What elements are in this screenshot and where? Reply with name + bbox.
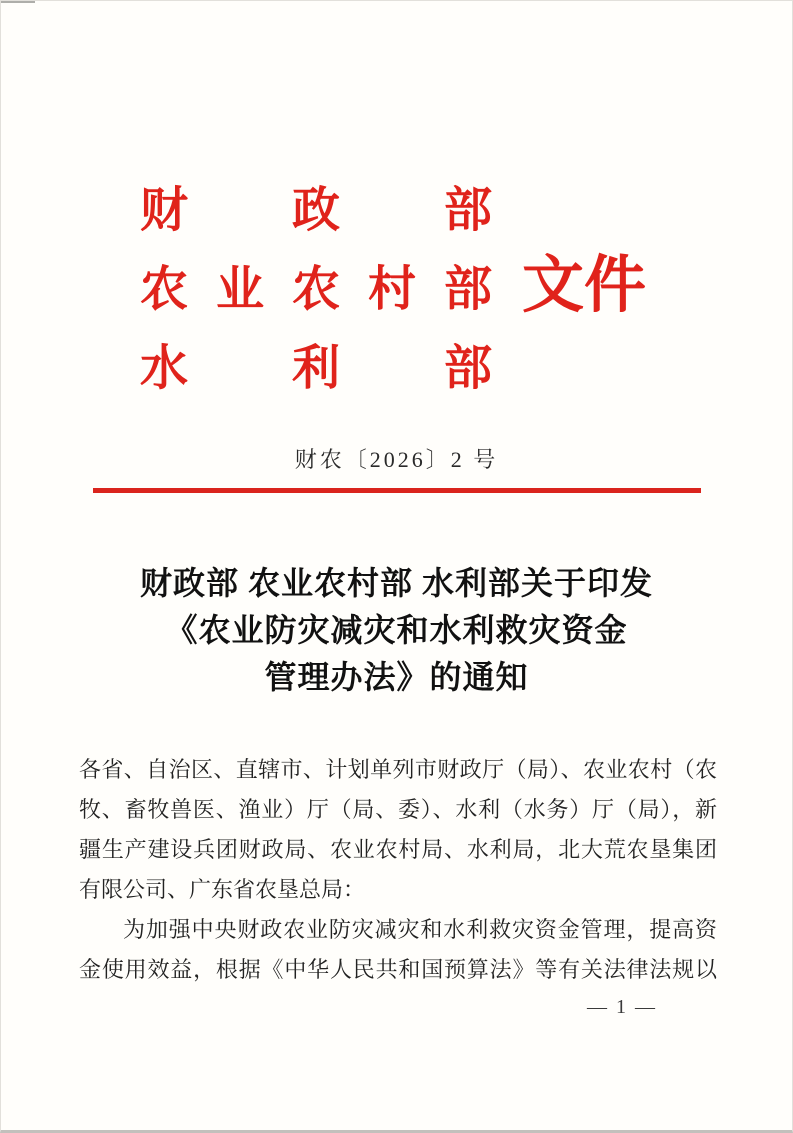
body-line-6: 金使用效益，根据《中华人民共和国预算法》等有关法律法规以 [79, 957, 717, 982]
document-number: 财农〔2026〕2 号 [294, 447, 499, 472]
body-line-1: 各省、自治区、直辖市、计划单列市财政厅（局）、农业农村（农 [79, 757, 717, 782]
title-line-2: 《农业防灾减灾和水利救灾资金 [165, 612, 628, 648]
ministry-name-finance: 财政部 [140, 184, 492, 237]
page-number: — 1 — [587, 996, 657, 1018]
document-title [1, 560, 792, 701]
letterhead-ministries [140, 171, 492, 408]
ministry-name-water: 水利部 [140, 342, 492, 395]
body-line-3: 疆生产建设兵团财政局、农业农村局、水利局，北大荒农垦集团 [79, 837, 717, 862]
body-line-4: 有限公司、广东省农垦总局： [79, 877, 366, 902]
red-divider-line [93, 488, 701, 493]
title-line-3: 管理办法》的通知 [264, 659, 529, 695]
scan-edge-artifact [1, 1, 35, 3]
ministry-name-agriculture: 农业农村部 [140, 263, 492, 316]
body-line-5: 为加强中央财政农业防灾减灾和水利救灾资金管理，提高资 [123, 917, 717, 942]
document-type-label: 文件 [522, 252, 647, 320]
body-line-2: 牧、畜牧兽医、渔业）厅（局、委）、水利（水务）厅（局），新 [79, 797, 717, 822]
title-line-1: 财政部 农业农村部 水利部关于印发 [139, 565, 653, 601]
document-body [79, 750, 717, 990]
